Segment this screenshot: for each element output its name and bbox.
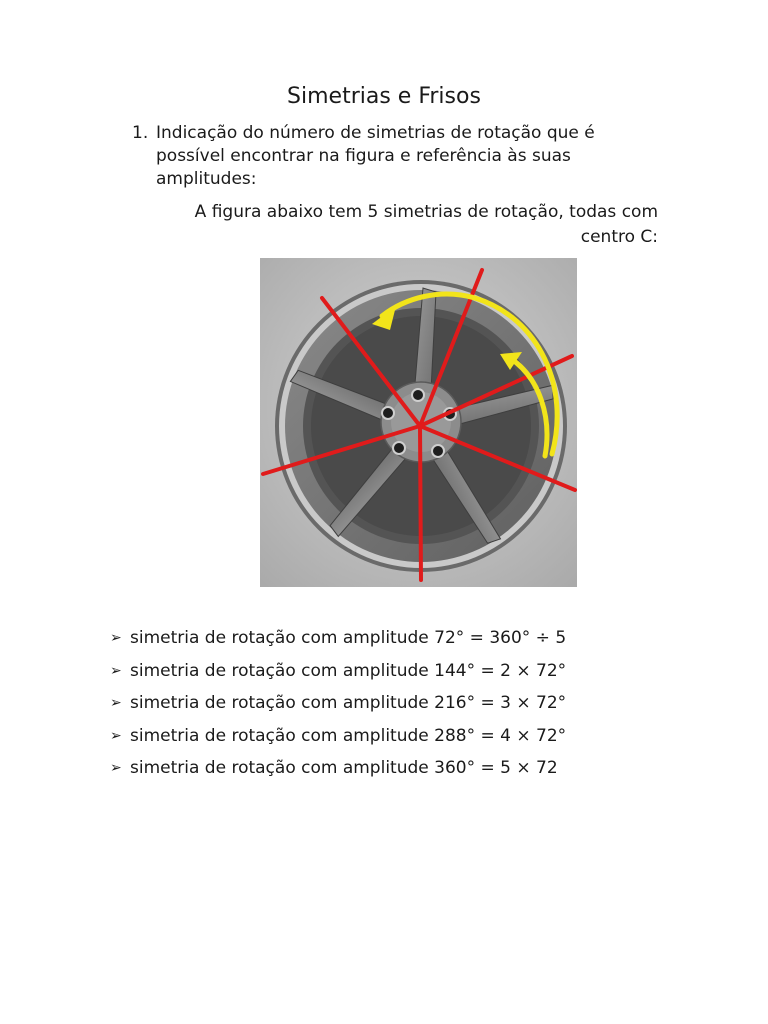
symmetry-text: simetria de rotação com amplitude 216° = 3 × 72° [130,693,567,713]
list-item [110,722,566,755]
question-1 [132,122,652,191]
list-item [110,754,566,787]
arrow-bullet-icon: ➢ [110,630,122,646]
wheel-rim-figure [260,258,577,587]
arrow-bullet-icon: ➢ [110,662,122,679]
page-title: Simetrias e Frisos [287,84,481,109]
wheel-rim-with-symmetry-axes-icon [260,258,577,587]
question-text: Indicação do número de simetrias de rotação que é possível encontrar na figura e referência às suas amplitudes: [156,123,595,189]
question-number: 1. [132,123,149,143]
arrow-bullet-icon: ➢ [110,727,122,744]
arrow-bullet-icon: ➢ [110,695,122,711]
symmetry-text: simetria de rotação com amplitude 72° = 360° ÷ 5 [130,628,567,648]
symmetry-list [110,624,566,787]
answer-intro: A figura abaixo tem 5 simetrias de rotação, todas com centro C: [194,202,658,247]
symmetry-text: simetria de rotação com amplitude 360° = 5 × 72 [130,758,558,778]
list-item [110,689,566,722]
symmetry-text: simetria de rotação com amplitude 288° = 4 × 72° [130,725,567,746]
symmetry-text: simetria de rotação com amplitude 144° = 2 × 72° [130,660,567,681]
arrow-bullet-icon: ➢ [110,760,122,776]
list-item [110,657,566,690]
list-item [110,624,566,657]
